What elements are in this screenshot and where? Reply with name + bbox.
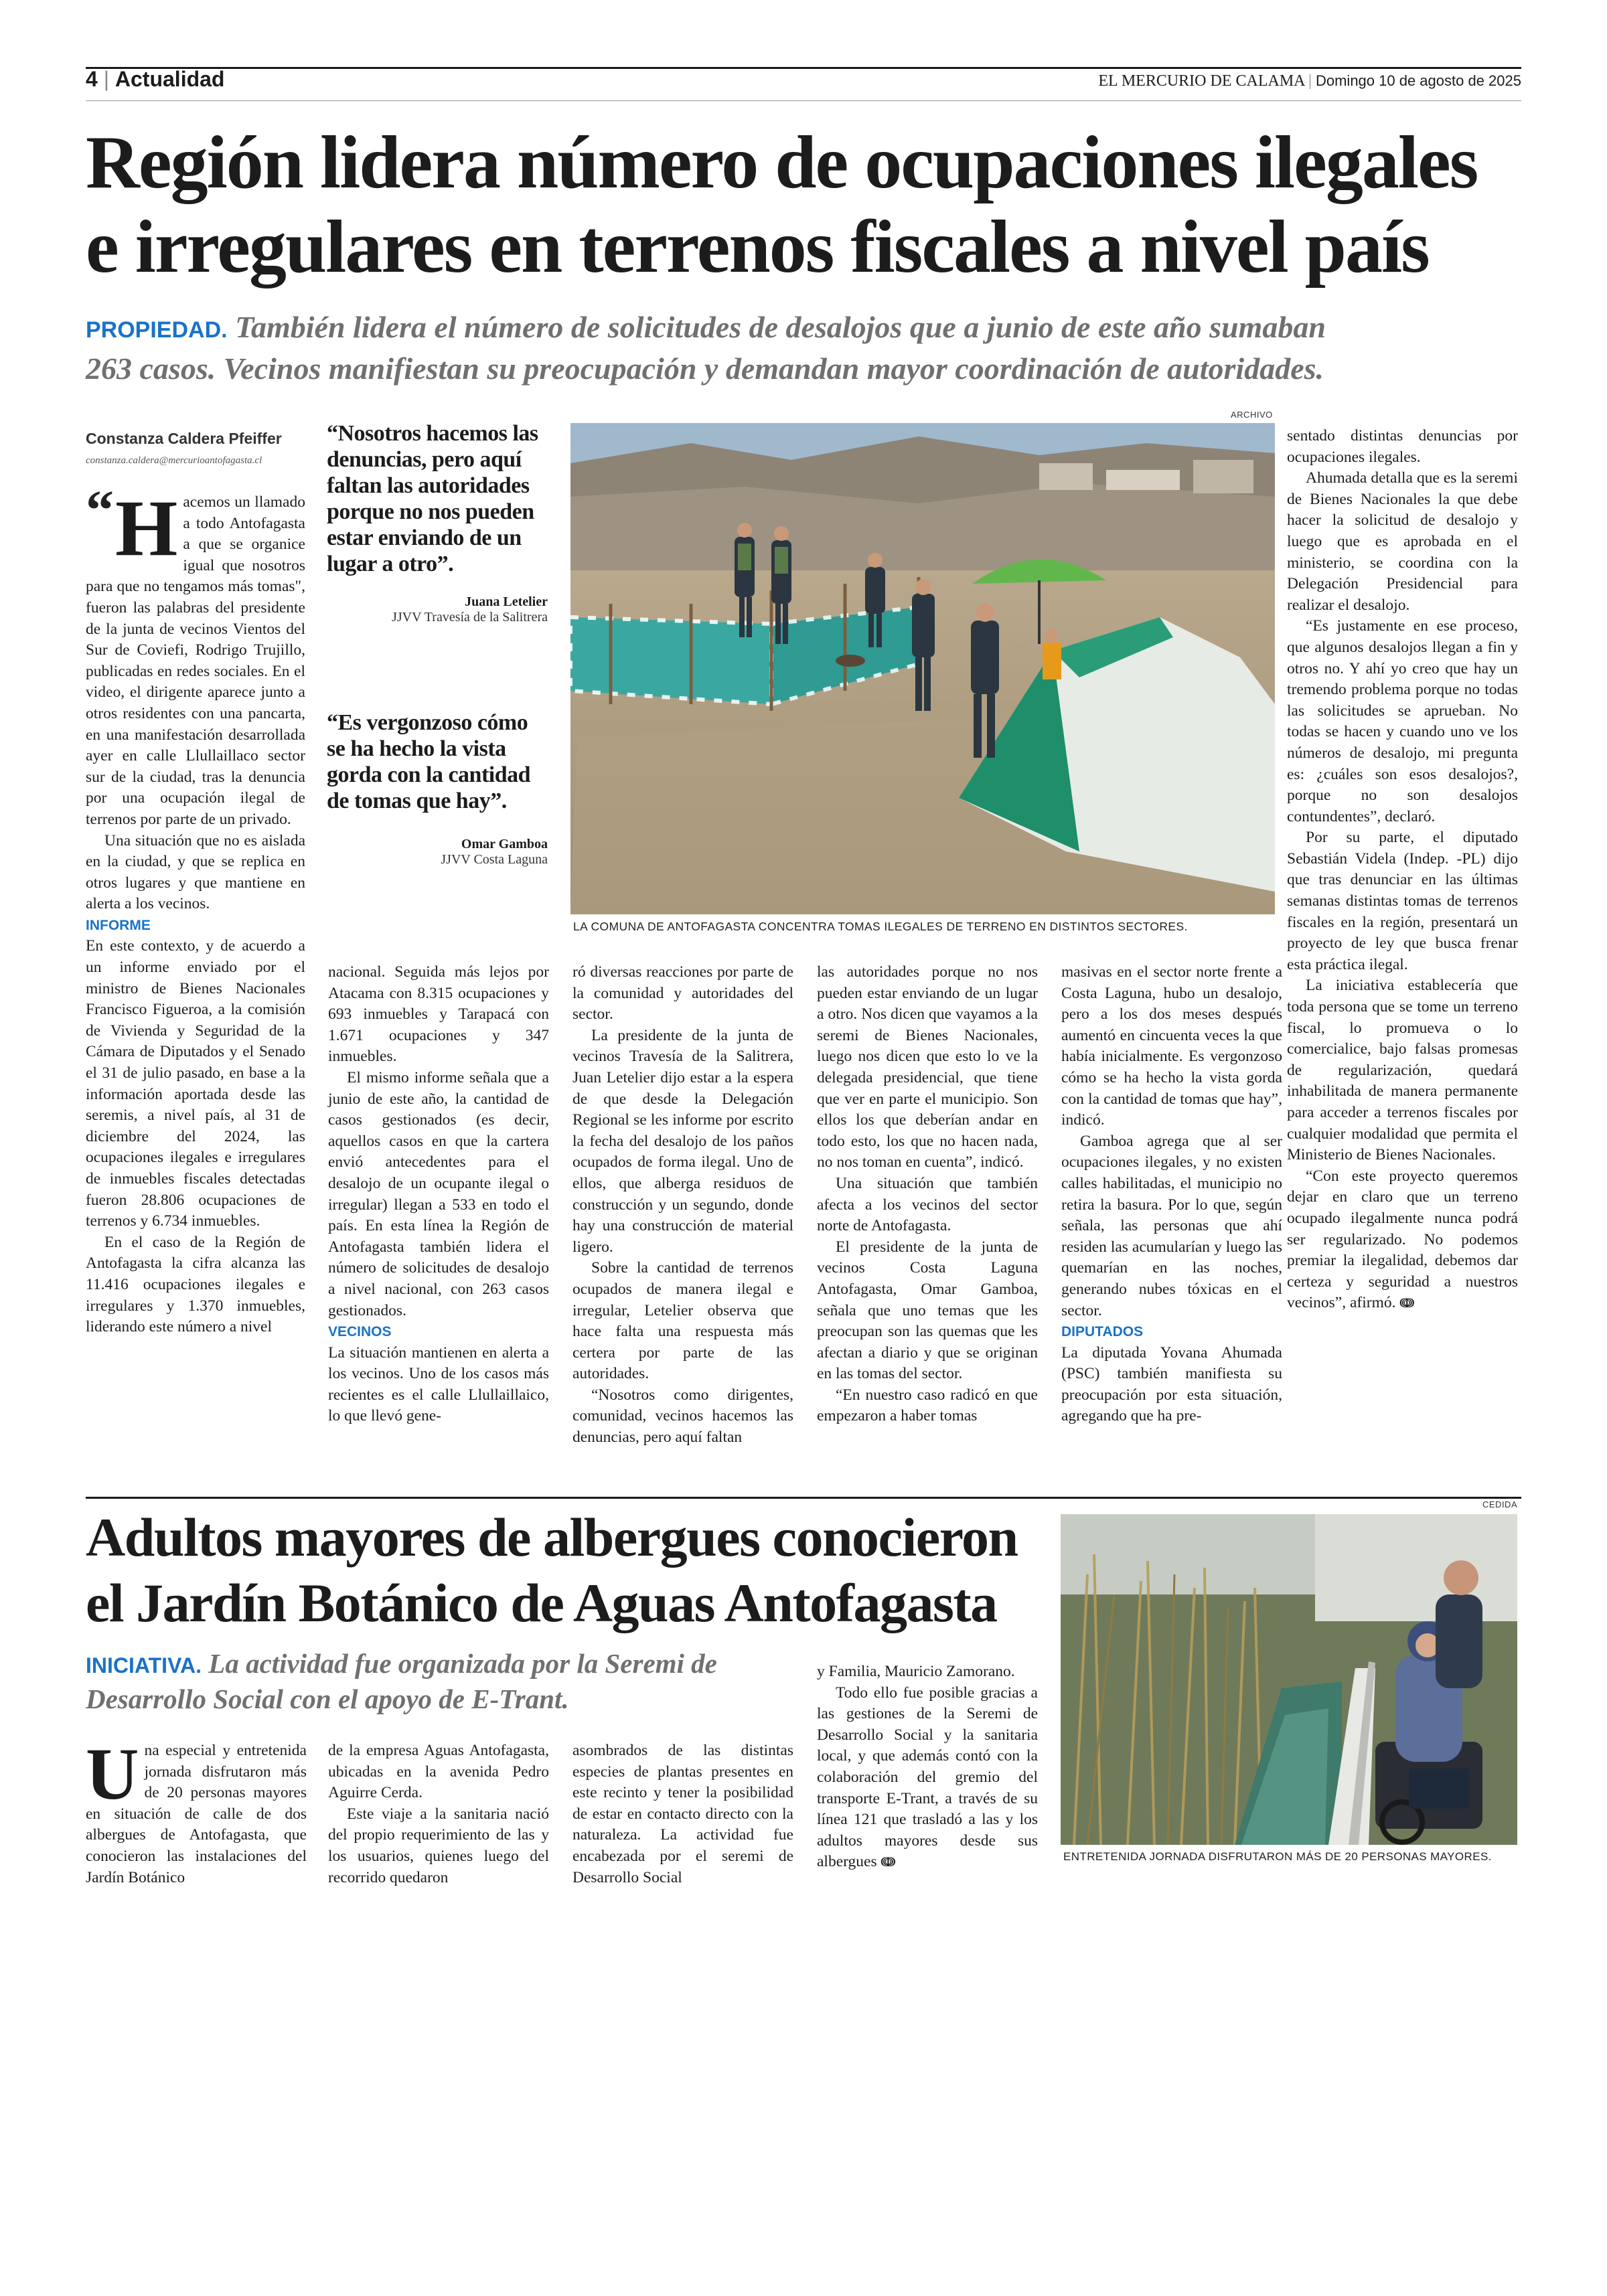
article2-column-4 bbox=[817, 1661, 1038, 1873]
photo-camp-tents bbox=[570, 423, 1275, 914]
article1-col4-p4: “En nuestro caso radicó en que empezaron a haber tomas bbox=[817, 1386, 1038, 1425]
article2-col2-p1: de la empresa Aguas Antofagasta, ubicadas en la avenida Pedro Aguirre Cerda. bbox=[328, 1742, 549, 1802]
end-mark-icon: ↈ bbox=[1399, 1295, 1415, 1311]
article1-subhead bbox=[86, 308, 1532, 388]
article1-column-4 bbox=[817, 962, 1038, 1427]
article1-col6-p4: Por su parte, el diputado Sebastián Videla (Indep. -PL) dijo que tras denunciar en las últimas semanas distintas tomas de terrenos fiscales en la región, presentará un proyecto de ley que busca frenar esta práctica ilegal. bbox=[1287, 829, 1518, 973]
pull-quote-2-org: JJVV Costa Laguna bbox=[441, 852, 548, 867]
article1-subhead-line1: También lidera el número de solicitudes de desalojos que a junio de este año sumaban bbox=[235, 310, 1326, 344]
article1-col1-p1: acemos un llamado a todo Antofagasta a que se organice igual que nosotros para que no tengamos más tomas", fueron las palabras del presidente de la junta de vecinos Vientos del Sur de Coviefi, Rodrigo Trujillo, publicadas en redes sociales. En el video, el dirigente aparece junto a otros residentes con una pancarta, en una manifestación desarrollada ayer en calle Llullaillaco sector sur de la ciudad, tras la denuncia por una ocupación ilegal de terrenos por parte de un privado. bbox=[86, 493, 305, 828]
pull-quote-2 bbox=[327, 710, 548, 868]
article2-subhead-line2: Desarrollo Social con el apoyo de E-Trant. bbox=[86, 1684, 569, 1714]
article1-column-6 bbox=[1287, 426, 1518, 1314]
photo2-credit: CEDIDA bbox=[1482, 1499, 1518, 1509]
article2-column-1 bbox=[86, 1733, 307, 1888]
photo1-credit: ARCHIVO bbox=[1231, 410, 1273, 420]
header-subrule bbox=[86, 100, 1521, 101]
article2-dropcap: U bbox=[86, 1733, 139, 1815]
pull-quote-1 bbox=[327, 420, 548, 625]
article1-col2-p3: La situación mantienen en alerta a los vecinos. Uno de los casos más recientes es el calle Llullaillaico, lo que llevó gene- bbox=[328, 1343, 549, 1425]
photo2-caption: ENTRETENIDA JORNADA DISFRUTARON MÁS DE 20 PERSONAS MAYORES. bbox=[1063, 1850, 1492, 1863]
article1-kicker: PROPIEDAD. bbox=[86, 317, 228, 343]
pull-quote-1-name: Juana Letelier bbox=[465, 594, 548, 609]
article2-headline bbox=[86, 1505, 1063, 1636]
article1-col3-p2: La presidente de la junta de vecinos Travesía de la Salitrera, Juan Letelier dijo estar a la espera de que desde la Delegación Regional se les informe por escrito la fecha del desalojo de los paños ocupados de forma ilegal. Uno de ellos, que alberga residuos de construcción y un segundo, donde hay una construcción de material ligero. bbox=[572, 1026, 793, 1256]
article1-col5-p3: La diputada Yovana Ahumada (PSC) también manifiesta su preocupación por esta situación, agregando que ha pre- bbox=[1061, 1343, 1282, 1425]
article1-col5-p1: masivas en el sector norte frente a Costa Laguna, hubo un desalojo, pero a los dos meses después aumentó en cincuenta veces la que había inicialmente. Es vergonzoso cómo se ha hecho la vista gorda con la cantidad de tomas que hay”, indicó. bbox=[1061, 963, 1282, 1129]
article2-column-3 bbox=[572, 1740, 793, 1888]
article1-col2-p2: El mismo informe señala que a junio de este año, la cantidad de casos gestionados (es decir, aquellos casos en que la cartera envió antecedentes para el desalojo de un ocupante ilegal o irregular) llegan a 533 en todo el país. En esta línea la Región de Antofagasta también lidera el número de solicitudes de desalojo a nivel nacional, con 263 casos gestionados. bbox=[328, 1068, 549, 1319]
article1-author-email[interactable]: constanza.caldera@mercurioantofagasta.cl bbox=[86, 455, 262, 466]
article2-subhead bbox=[86, 1647, 822, 1716]
article1-col6-p3: “Es justamente en ese proceso, que algunos desalojos llegan a fin y otros no. Y ahí yo creo que hay un tremendo problema porque no todas las solicitudes se aprueban. No todas se hacen y cuando uno ve los números de desalojo, mi pregunta es: ¿cuáles son esos desalojos?, porque no son desalojos contundentes”, declaró. bbox=[1287, 617, 1518, 825]
header-rule bbox=[86, 67, 1521, 69]
article1-headline bbox=[86, 120, 1532, 289]
article2-col4-p2: Todo ello fue posible gracias a las gestiones de la Seremi de Desarrollo Social y la sanitaria local, y que además contó con la colaboración del gremio del transporte E-Trant, a través de su línea 121 que trasladó a las y los adultos mayores desde sus albergues bbox=[817, 1684, 1038, 1871]
article1-col6-p1: sentado distintas denuncias por ocupaciones ilegales. bbox=[1287, 427, 1518, 466]
article2-kicker: INICIATIVA. bbox=[86, 1653, 202, 1677]
section-name: Actualidad bbox=[114, 67, 225, 91]
article1-column-2 bbox=[328, 962, 549, 1427]
section-label-informe: INFORME bbox=[86, 917, 151, 933]
article1-column-3 bbox=[572, 962, 793, 1449]
article2-col2-p2: Este viaje a la sanitaria nació del propio requerimiento de las y los usuarios, quienes luego del recorrido quedaron bbox=[328, 1805, 549, 1886]
article2-col3: asombrados de las distintas especies de plantas presentes en este recinto y tener la posibilidad de estar en contacto directo con la naturaleza. La actividad fue encabezada por el seremi de Desarrollo Social bbox=[572, 1742, 793, 1886]
article1-col1-p3: En este contexto, y de acuerdo a un informe enviado por el ministro de Bienes Nacionales Francisco Figueroa, a la comisión de Vivienda y Seguridad de la Cámara de Diputados y el Senado el 31 de julio pasado, en base a la información aportada desde las seremis, a nivel país, al 31 de diciembre del 2024, las ocupaciones ilegales e irregulares de inmuebles fiscales detectadas fueron 28.806 ocupaciones de terrenos y 6.734 inmuebles. bbox=[86, 937, 305, 1230]
pull-quote-2-name: Omar Gamboa bbox=[461, 837, 548, 851]
paper-name: EL MERCURIO DE CALAMA bbox=[1098, 72, 1305, 90]
article2-col4-p1: y Familia, Mauricio Zamorano. bbox=[817, 1663, 1015, 1680]
article1-headline-line2: e irregulares en terrenos fiscales a nivel país bbox=[86, 206, 1429, 289]
article1-col3-p4: “Nosotros como dirigentes, comunidad, vecinos hacemos las denuncias, pero aquí faltan bbox=[572, 1386, 793, 1447]
article1-col5-p2: Gamboa agrega que al ser ocupaciones ilegales, y no existen calles habilitadas, el municipio no retira la basura. Por lo que, según señala, las personas que ahí residen las acumularían y luego las quemarían en las noches, generando nubes tóxicas en el sector. bbox=[1061, 1132, 1282, 1319]
page-header-left: 4 | Actualidad bbox=[86, 67, 225, 91]
article2-col1: na especial y entretenida jornada disfrutaron más de 20 personas mayores en situación de calle de dos albergues de Antofagasta, que conocieron las instalaciones del Jardín Botánico bbox=[86, 1742, 307, 1886]
article1-col4-p2: Una situación que también afecta a los vecinos del sector norte de Antofagasta. bbox=[817, 1174, 1038, 1235]
article-separator bbox=[86, 1497, 1521, 1499]
section-label-vecinos: VECINOS bbox=[328, 1324, 392, 1340]
photo1-caption: LA COMUNA DE ANTOFAGASTA CONCENTRA TOMAS ILEGALES DE TERRENO EN DISTINTOS SECTORES. bbox=[573, 920, 1188, 933]
article1-col6-p2: Ahumada detalla que es la seremi de Bienes Nacionales la que debe hacer la solicitud de desalojo y luego que es aprobada en el ministerio, se coordina con la Delegación Presidencial para realizar el desalojo. bbox=[1287, 469, 1518, 614]
article1-dropcap: H bbox=[115, 483, 178, 572]
article1-col3-p1: ró diversas reacciones por parte de la comunidad y autoridades del sector. bbox=[572, 963, 793, 1023]
article1-headline-line1: Región lidera número de ocupaciones ilegales bbox=[86, 121, 1478, 204]
issue-date: Domingo 10 de agosto de 2025 bbox=[1315, 72, 1521, 89]
article1-column-5 bbox=[1061, 962, 1282, 1427]
article1-col1-p4: En el caso de la Región de Antofagasta la cifra alcanza las 11.416 ocupaciones ilegales e irregulares y 1.370 inmuebles, liderando este número a nivel bbox=[86, 1233, 305, 1336]
article1-col6-p5: La iniciativa establecería que toda persona que se tome un terreno fiscal, lo promueva o lo comercialice, bajo falsas promesas de regularización, quedará inhabilitada de manera permanente para acceder a terrenos fiscales por cualquier modalidad que permita el Ministerio de Bienes Nacionales. bbox=[1287, 977, 1518, 1164]
article1-col4-p3: El presidente de la junta de vecinos Costa Laguna Antofagasta, Omar Gamboa, señala que uno temas que les preocupan son las quemas que les afectan a diario y que se originan en las tomas del sector. bbox=[817, 1238, 1038, 1383]
article1-column-1: “ H acemos un llamado a todo Antofagasta a que se organice igual que nosotros para que no tengamos más tomas", fueron las palabras del presidente de la junta de vecinos Vientos del Sur de Coviefi, Rodrigo Trujillo, publicadas en redes sociales. En el video, el dirigente aparece junto a otros residentes con una pancarta, en una manifestación desarrollada ayer en calle Llullaillaco sector sur de la ciudad, tras la denuncia por una ocupación ilegal de terrenos por parte de un privado. Una situación que no es aislada en la ciudad, y que se replica en otros lugares y que mantiene en alerta a los vecinos. INFORME En este contexto, y de acuerdo a un informe enviado por el ministro de Bienes Nacionales Francisco Figueroa, a la comisión de Vivienda y Seguridad de la Cámara de Diputados y el Senado el 31 de julio pasado, en base a la información aportada desde las seremis, a nivel país, al 31 de diciembre del 2024, las ocupaciones ilegales e irregulares de inmuebles fiscales detectadas fueron 28.806 ocupaciones de terrenos y 6.734 inmuebles. En el caso de la Región de Antofagasta la cifra alcanza las 11.416 ocupaciones ilegales e irregulares y 1.370 inmuebles, liderando este número a nivel bbox=[86, 492, 305, 1338]
article1-col6-p6: “Con este proyecto queremos dejar en claro que un terreno ocupado ilegalmente nunca podrá ser regularizado. No podemos premiar la ilegalidad, debemos dar certeza y seguridad a nuestros vecinos”, afirmó. bbox=[1287, 1167, 1518, 1312]
article2-headline-line2: el Jardín Botánico de Aguas Antofagasta bbox=[86, 1572, 997, 1633]
article2-headline-line1: Adultos mayores de albergues conocieron bbox=[86, 1507, 1018, 1568]
article1-author: Constanza Caldera Pfeiffer bbox=[86, 430, 282, 447]
page-number: 4 bbox=[86, 67, 98, 91]
end-mark-icon: ↈ bbox=[881, 1854, 896, 1870]
article1-col2-p1: nacional. Seguida más lejos por Atacama con 8.315 ocupaciones y 693 inmuebles y Tarapacá con 1.671 ocupaciones y 347 inmuebles. bbox=[328, 963, 549, 1066]
section-label-diputados: DIPUTADOS bbox=[1061, 1324, 1144, 1340]
article1-col4-p1: las autoridades porque no nos pueden estar enviando de un lugar a otro. Nos dicen que vayamos a la seremi de Bienes Nacionales, luego nos dicen que esto lo ve la delegada presidencial, que tiene que ver en parte el municipio. Son ellos los que deberían andar en todo esto, los que no hacen nada, no nos toman en cuenta”, indicó. bbox=[817, 963, 1038, 1171]
photo-botanical-garden bbox=[1061, 1514, 1517, 1845]
pull-quote-1-org: JJVV Travesía de la Salitrera bbox=[392, 610, 548, 625]
article2-column-2 bbox=[328, 1740, 549, 1888]
article1-col3-p3: Sobre la cantidad de terrenos ocupados de manera ilegal e irregular, Letelier observa que hace falta una respuesta más certera por parte de las autoridades. bbox=[572, 1259, 793, 1383]
article1-col1-p2: Una situación que no es aislada en la ciudad, y que se replica en otros lugares y que mantiene en alerta a los vecinos. bbox=[86, 831, 305, 913]
pull-quote-1-text: “Nosotros hacemos las denuncias, pero aquí faltan las autoridades porque no nos pueden estar enviando de un lugar a otro”. bbox=[327, 421, 538, 576]
page-header-right: EL MERCURIO DE CALAMA | Domingo 10 de agosto de 2025 bbox=[1098, 72, 1521, 90]
article2-subhead-line1: La actividad fue organizada por la Seremi de bbox=[208, 1648, 717, 1679]
pull-quote-2-text: “Es vergonzoso cómo se ha hecho la vista gorda con la cantidad de tomas que hay”. bbox=[327, 710, 531, 813]
article1-subhead-line2: 263 casos. Vecinos manifiestan su preocupación y demandan mayor coordinación de autoridades. bbox=[86, 351, 1324, 386]
